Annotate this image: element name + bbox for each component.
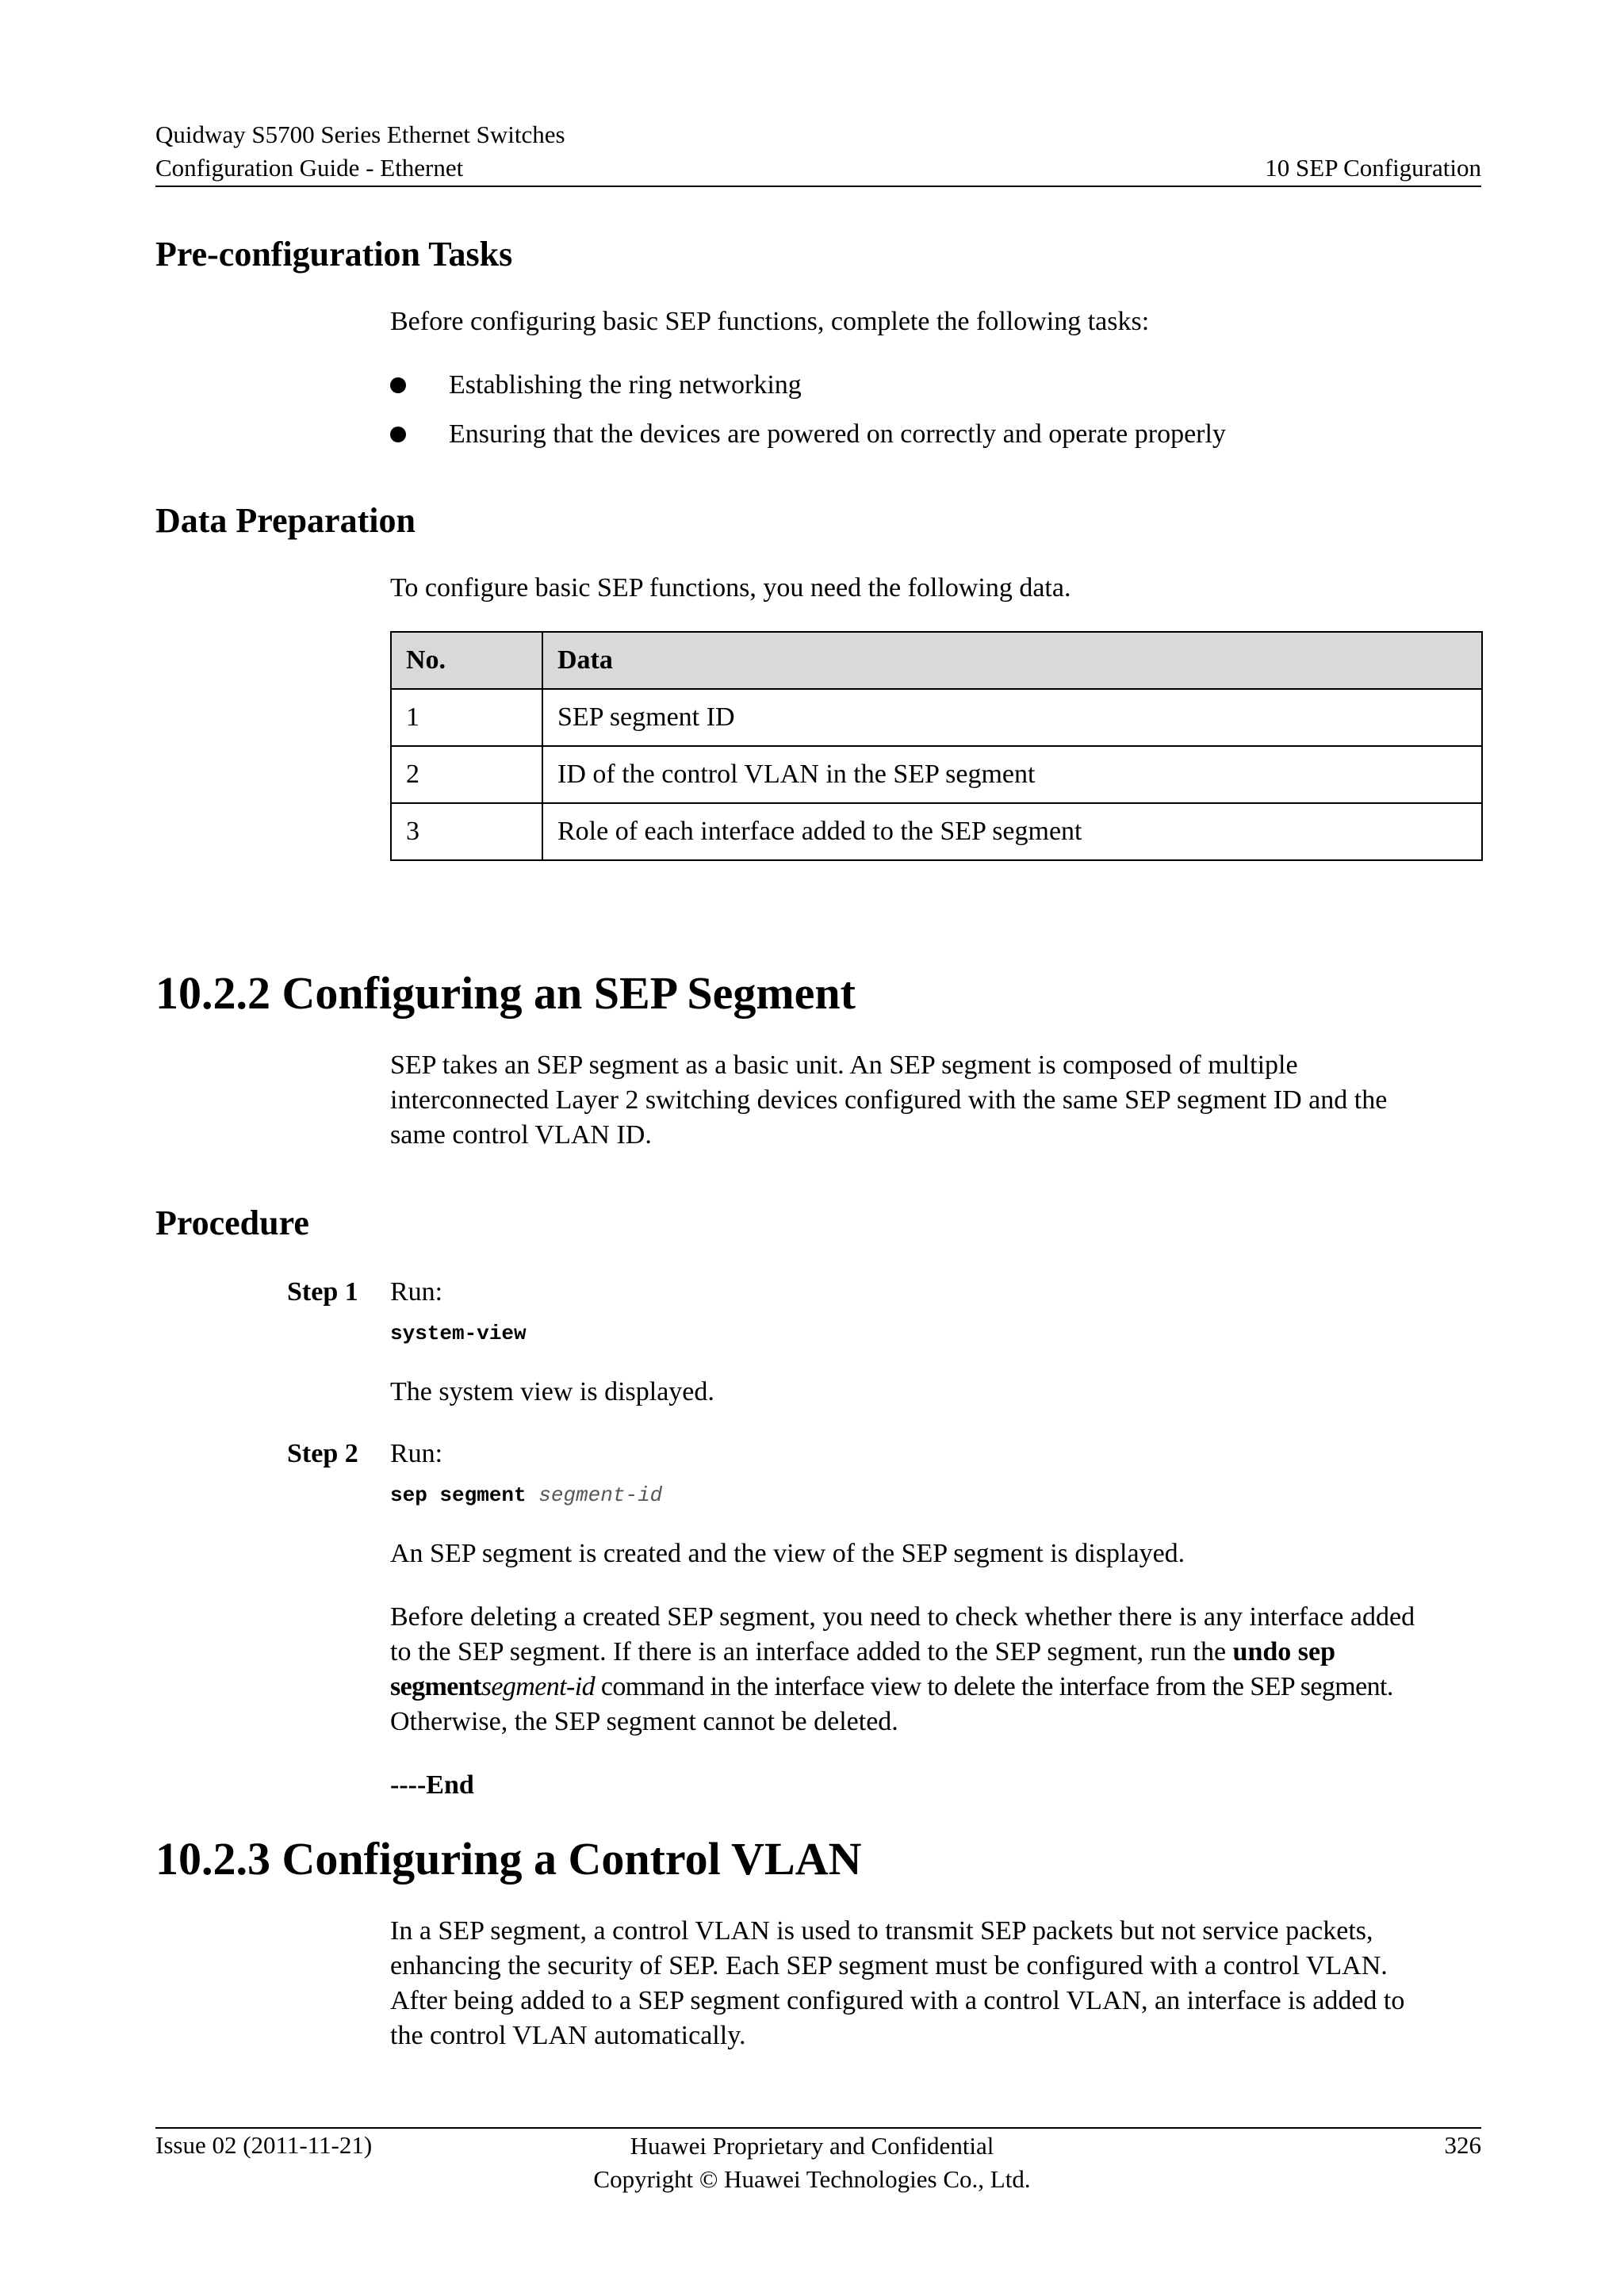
- section-heading-10-2-3: 10.2.3 Configuring a Control VLAN: [155, 1833, 862, 1885]
- footer-center: [0, 2130, 1624, 2196]
- table-row: [391, 689, 1482, 746]
- data-table: [390, 631, 1483, 861]
- step-2-run: Run:: [390, 1439, 443, 1468]
- data-prep-intro: To configure basic SEP functions, you need the following data.: [390, 573, 1071, 603]
- footer-confidential: Huawei Proprietary and Confidential: [630, 2132, 994, 2160]
- table-header-no: No.: [391, 632, 542, 689]
- section-10-2-2-line3: same control VLAN ID.: [390, 1120, 652, 1150]
- footer-copyright: Copyright © Huawei Technologies Co., Ltd.: [593, 2165, 1031, 2193]
- table-row: [391, 803, 1482, 860]
- header-product: Quidway S5700 Series Ethernet Switches: [155, 121, 565, 148]
- preconfig-heading: Pre-configuration Tasks: [155, 235, 513, 274]
- step-1-command: [390, 1319, 527, 1348]
- table-header-data: Data: [542, 632, 1482, 689]
- table-cell: 1: [391, 689, 542, 746]
- step-1-result: The system view is displayed.: [390, 1377, 714, 1406]
- procedure-end: ----End: [390, 1770, 474, 1800]
- step-2-note-line1: Before deleting a created SEP segment, you need to check whether there is any interface added: [390, 1602, 1415, 1632]
- note-command-bold: segment: [390, 1672, 481, 1701]
- footer-rule: [155, 2127, 1481, 2129]
- step-2-note-line3: [390, 1670, 1393, 1705]
- command-keyword: sep segment: [390, 1483, 527, 1507]
- header-section: 10 SEP Configuration: [1265, 154, 1481, 182]
- procedure-heading: Procedure: [155, 1203, 309, 1242]
- step-2-label: Step 2: [287, 1439, 358, 1468]
- section-heading-10-2-2: 10.2.2 Configuring an SEP Segment: [155, 967, 856, 1019]
- table-header-row: [391, 632, 1482, 689]
- bullet-icon: [390, 377, 406, 393]
- note-command-bold: undo sep: [1232, 1637, 1336, 1667]
- step-1-run: Run:: [390, 1277, 443, 1307]
- note-text: to the SEP segment. If there is an interface added to the SEP segment, run the: [390, 1637, 1233, 1667]
- preconfig-intro: Before configuring basic SEP functions, complete the following tasks:: [390, 307, 1150, 336]
- section-10-2-3-line2: enhancing the security of SEP. Each SEP segment must be configured with a control VLAN.: [390, 1951, 1388, 1980]
- note-command-italic: segment-id: [481, 1672, 595, 1701]
- list-item-text: Establishing the ring networking: [449, 370, 802, 400]
- footer-issue: Issue 02 (2011-11-21): [155, 2131, 373, 2159]
- step-2-command: [390, 1481, 662, 1510]
- table-cell: SEP segment ID: [542, 689, 1482, 746]
- section-10-2-3-line4: the control VLAN automatically.: [390, 2021, 746, 2050]
- list-item-text: Ensuring that the devices are powered on correctly and operate properly: [449, 419, 1226, 449]
- step-2-note-line4: Otherwise, the SEP segment cannot be deleted.: [390, 1707, 898, 1736]
- table-cell: ID of the control VLAN in the SEP segment: [542, 746, 1482, 803]
- table-cell: Role of each interface added to the SEP segment: [542, 803, 1482, 860]
- header-guide: Configuration Guide - Ethernet: [155, 154, 464, 182]
- section-10-2-2-line2: interconnected Layer 2 switching devices configured with the same SEP segment ID and the: [390, 1085, 1388, 1115]
- bullet-icon: [390, 427, 406, 442]
- table-row: [391, 746, 1482, 803]
- header-rule: [155, 186, 1481, 187]
- command-keyword: system-view: [390, 1322, 527, 1345]
- section-10-2-3-line3: After being added to a SEP segment configured with a control VLAN, an interface is added to: [390, 1986, 1405, 2015]
- step-2-note-line2: [390, 1635, 1335, 1670]
- section-10-2-2-line1: SEP takes an SEP segment as a basic unit. An SEP segment is composed of multiple: [390, 1050, 1298, 1080]
- section-10-2-3-line1: In a SEP segment, a control VLAN is used to transmit SEP packets but not service packets,: [390, 1916, 1373, 1946]
- table-cell: 3: [391, 803, 542, 860]
- step-1-label: Step 1: [287, 1277, 358, 1307]
- step-2-result: An SEP segment is created and the view of the SEP segment is displayed.: [390, 1539, 1185, 1568]
- table-cell: 2: [391, 746, 542, 803]
- note-text: command in the interface view to delete the interface from the SEP segment.: [594, 1672, 1393, 1701]
- data-prep-heading: Data Preparation: [155, 501, 416, 540]
- footer-page-number: 326: [1444, 2131, 1481, 2159]
- command-argument: segment-id: [538, 1483, 663, 1507]
